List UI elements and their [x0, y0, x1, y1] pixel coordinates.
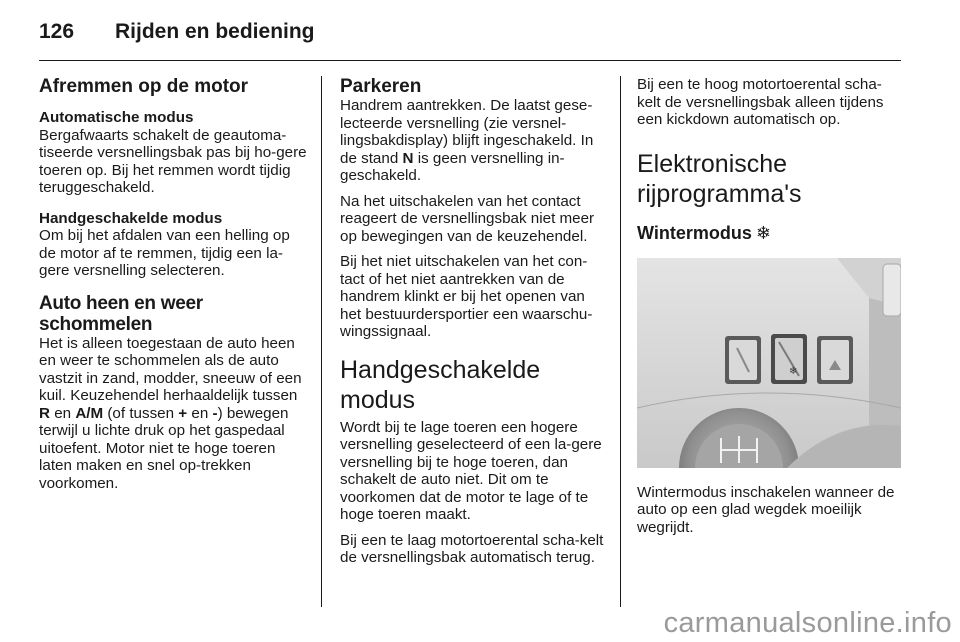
auto-mode-block	[39, 109, 307, 197]
gear-am-label: A/M	[75, 404, 104, 422]
column-2	[340, 76, 608, 575]
dashboard-photo	[637, 258, 901, 468]
auto-mode-title: Automatische modus	[39, 109, 194, 126]
header-divider	[39, 60, 901, 61]
gear-minus-label: -	[212, 404, 218, 422]
snowflake-icon: ❄	[755, 222, 771, 243]
kickdown-text: Bij een te hoog motortoerental scha-kelt de versnellingsbak alleen tijdens een kickdown automatisch op.	[637, 76, 884, 128]
section-title-afremmen: Afremmen op de motor	[39, 76, 249, 97]
manual-mode-text-1: Wordt bij te lage toeren een hogere versnelling geselecteerd of een la-gere versnelling bij te hoge toeren, dan schakelt de auto niet. Dit om te voorkomen dat de motor te lage of te hoge toeren maakt.	[340, 418, 602, 523]
rocking-text-part: Het is alleen toegestaan de auto heen en weer te schommelen als de auto vastzit in zand, modder, sneeuw of een kuil. Keuzehendel herhaaldelijk tussen	[39, 334, 302, 404]
watermark: carmanualsonline.info	[663, 607, 952, 639]
gear-r-label: R	[39, 404, 50, 422]
winter-mode-title	[637, 223, 901, 244]
page-title: Rijden en bediening	[115, 20, 315, 43]
manual-mode-block	[39, 210, 307, 280]
manual-mode-text-2: Bij een te laag motortoerental scha-kelt de versnellingsbak automatisch terug.	[340, 531, 604, 566]
rocking-text-part: en	[49, 404, 76, 422]
column-divider-2	[620, 76, 621, 607]
title-line-1: Elektronische	[637, 149, 788, 178]
parking-title: Parkeren	[340, 76, 422, 97]
winter-mode-title-text: Wintermodus	[637, 222, 752, 243]
parking-text-2: Na het uitschakelen van het contact reageert de versnellingsbak niet meer op bewegingen van de keuzehendel.	[340, 192, 595, 245]
rocking-title: Auto heen en weer schommelen	[39, 292, 203, 335]
title-line-2: rijprogramma's	[637, 179, 802, 208]
manual-mode-section-title: Handgeschakelde modus	[340, 355, 541, 414]
parking-text-part: is geen versnelling in-geschakeld.	[340, 149, 565, 184]
rocking-text-part: en	[187, 404, 213, 422]
auto-mode-text: Bergafwaarts schakelt de geautoma-tiseerde versnellingsbak pas bij ho-gere toeren op. Bij het remmen wordt tijdig teruggeschakeld.	[39, 126, 307, 196]
parking-text-part: Handrem aantrekken. De laatst gese-lecteerde versnelling (zie versnel-lingsbakdisplay) blijft ingeschakeld. In de stand	[340, 97, 594, 167]
page-header	[39, 20, 315, 48]
rocking-text-part: ) bewegen terwijl u lichte druk op het gaspedaal uitoefent. Motor niet te hoge toeren laten maken en snel op-trekken voorkomen.	[39, 404, 289, 492]
rocking-text	[39, 335, 307, 493]
parking-text-3: Bij het niet uitschakelen van het con-tact of het niet aantrekken van de handrem klinkt er bij het openen van het bestuurdersportier een waarschu-wingssignaal.	[340, 253, 593, 340]
winter-mode-caption: Wintermodus inschakelen wanneer de auto op een glad wegdek moeilijk wegrijdt.	[637, 483, 895, 536]
page-number: 126	[39, 20, 75, 43]
column-1	[39, 76, 307, 492]
svg-text:❄: ❄	[789, 365, 798, 377]
electronic-programs-title	[637, 149, 901, 209]
manual-mode-title: Handgeschakelde modus	[39, 209, 223, 227]
winter-mode-figure	[637, 258, 901, 468]
column-3	[637, 76, 901, 536]
column-divider-1	[321, 76, 322, 607]
gear-n-label: N	[402, 149, 414, 167]
manual-mode-text: Om bij het afdalen van een helling op de motor af te remmen, tijdig een la-gere versnelling selecteren.	[39, 227, 290, 279]
rocking-text-part: (of tussen	[103, 404, 179, 422]
gear-plus-label: +	[178, 404, 188, 422]
parking-text-1	[340, 97, 608, 185]
